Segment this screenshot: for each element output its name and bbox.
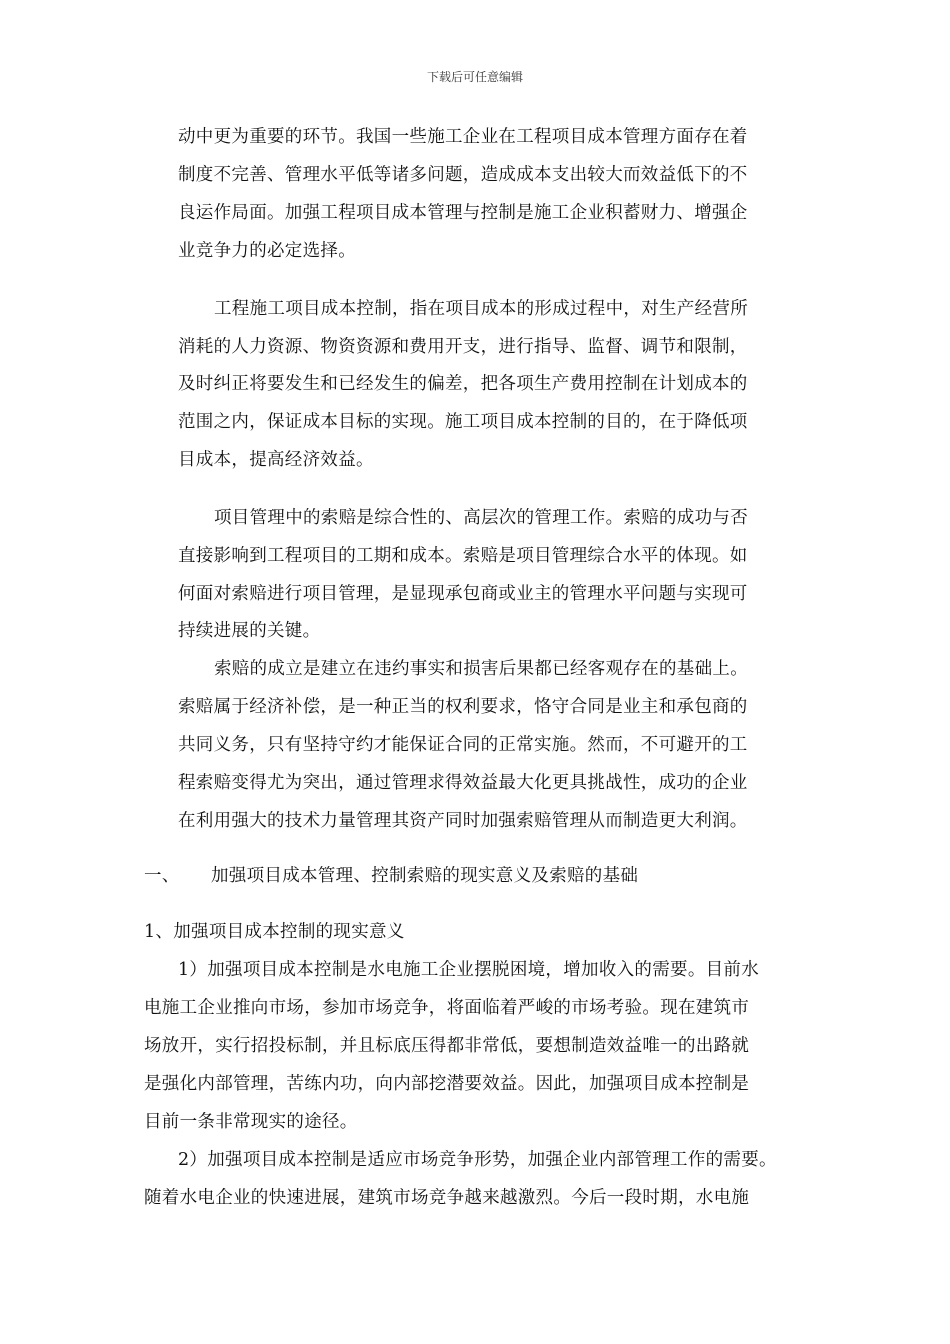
text-line: 1）加强项目成本控制是水电施工企业摆脱困境，增加收入的需要。目前水 — [178, 960, 760, 980]
text-line: 目成本，提高经济效益。 — [178, 450, 374, 470]
text-line: 良运作局面。加强工程项目成本管理与控制是施工企业积蓄财力、增强企 — [178, 203, 748, 223]
text-line: 索赔属于经济补偿，是一种正当的权利要求，恪守合同是业主和承包商的 — [178, 697, 748, 717]
text-line: 项目管理中的索赔是综合性的、高层次的管理工作。索赔的成功与否 — [214, 508, 748, 528]
text-line: 一、 — [144, 866, 180, 886]
text-line: 程索赔变得尤为突出，通过管理求得效益最大化更具挑战性，成功的企业 — [178, 773, 748, 793]
page-header: 下载后可任意编辑 — [426, 70, 523, 84]
text-line: 在利用强大的技术力量管理其资产同时加强索赔管理从而制造更大利润。 — [178, 811, 748, 831]
text-line: 索赔的成立是建立在违约事实和损害后果都已经客观存在的基础上。 — [214, 659, 748, 679]
text-line: 范围之内，保证成本目标的实现。施工项目成本控制的目的，在于降低项 — [178, 412, 748, 432]
text-line: 加强项目成本管理、控制索赔的现实意义及索赔的基础 — [211, 866, 639, 886]
text-line: 电施工企业推向市场，参加市场竞争，将面临着严峻的市场考验。现在建筑市 — [144, 998, 750, 1018]
text-line: 工程施工项目成本控制，指在项目成本的形成过程中，对生产经营所 — [214, 299, 748, 319]
text-line: 及时纠正将要发生和已经发生的偏差，把各项生产费用控制在计划成本的 — [178, 374, 748, 394]
text-line: 场放开，实行招投标制，并且标底压得都非常低，要想制造效益唯一的出路就 — [144, 1036, 750, 1056]
text-line: 是强化内部管理，苦练内功，向内部挖潜要效益。因此，加强项目成本控制是 — [144, 1074, 750, 1094]
text-line: 1、加强项目成本控制的现实意义 — [144, 922, 405, 942]
text-line: 2）加强项目成本控制是适应市场竞争形势，加强企业内部管理工作的需要。 — [178, 1150, 777, 1170]
text-line: 消耗的人力资源、物资资源和费用开支，进行指导、监督、调节和限制， — [178, 337, 748, 357]
text-line: 业竞争力的必定选择。 — [178, 241, 356, 261]
text-line: 目前一条非常现实的途径。 — [144, 1112, 358, 1132]
text-line: 动中更为重要的环节。我国一些施工企业在工程项目成本管理方面存在着 — [178, 127, 748, 147]
text-line: 直接影响到工程项目的工期和成本。索赔是项目管理综合水平的体现。如 — [178, 546, 748, 566]
text-line: 共同义务，只有坚持守约才能保证合同的正常实施。然而，不可避开的工 — [178, 735, 748, 755]
text-line: 持续进展的关键。 — [178, 621, 321, 641]
text-line: 随着水电企业的快速进展，建筑市场竞争越来越激烈。今后一段时期，水电施 — [144, 1188, 750, 1208]
text-line: 制度不完善、管理水平低等诸多问题，造成成本支出较大而效益低下的不 — [178, 165, 748, 185]
text-line: 何面对索赔进行项目管理，是显现承包商或业主的管理水平问题与实现可 — [178, 584, 748, 604]
